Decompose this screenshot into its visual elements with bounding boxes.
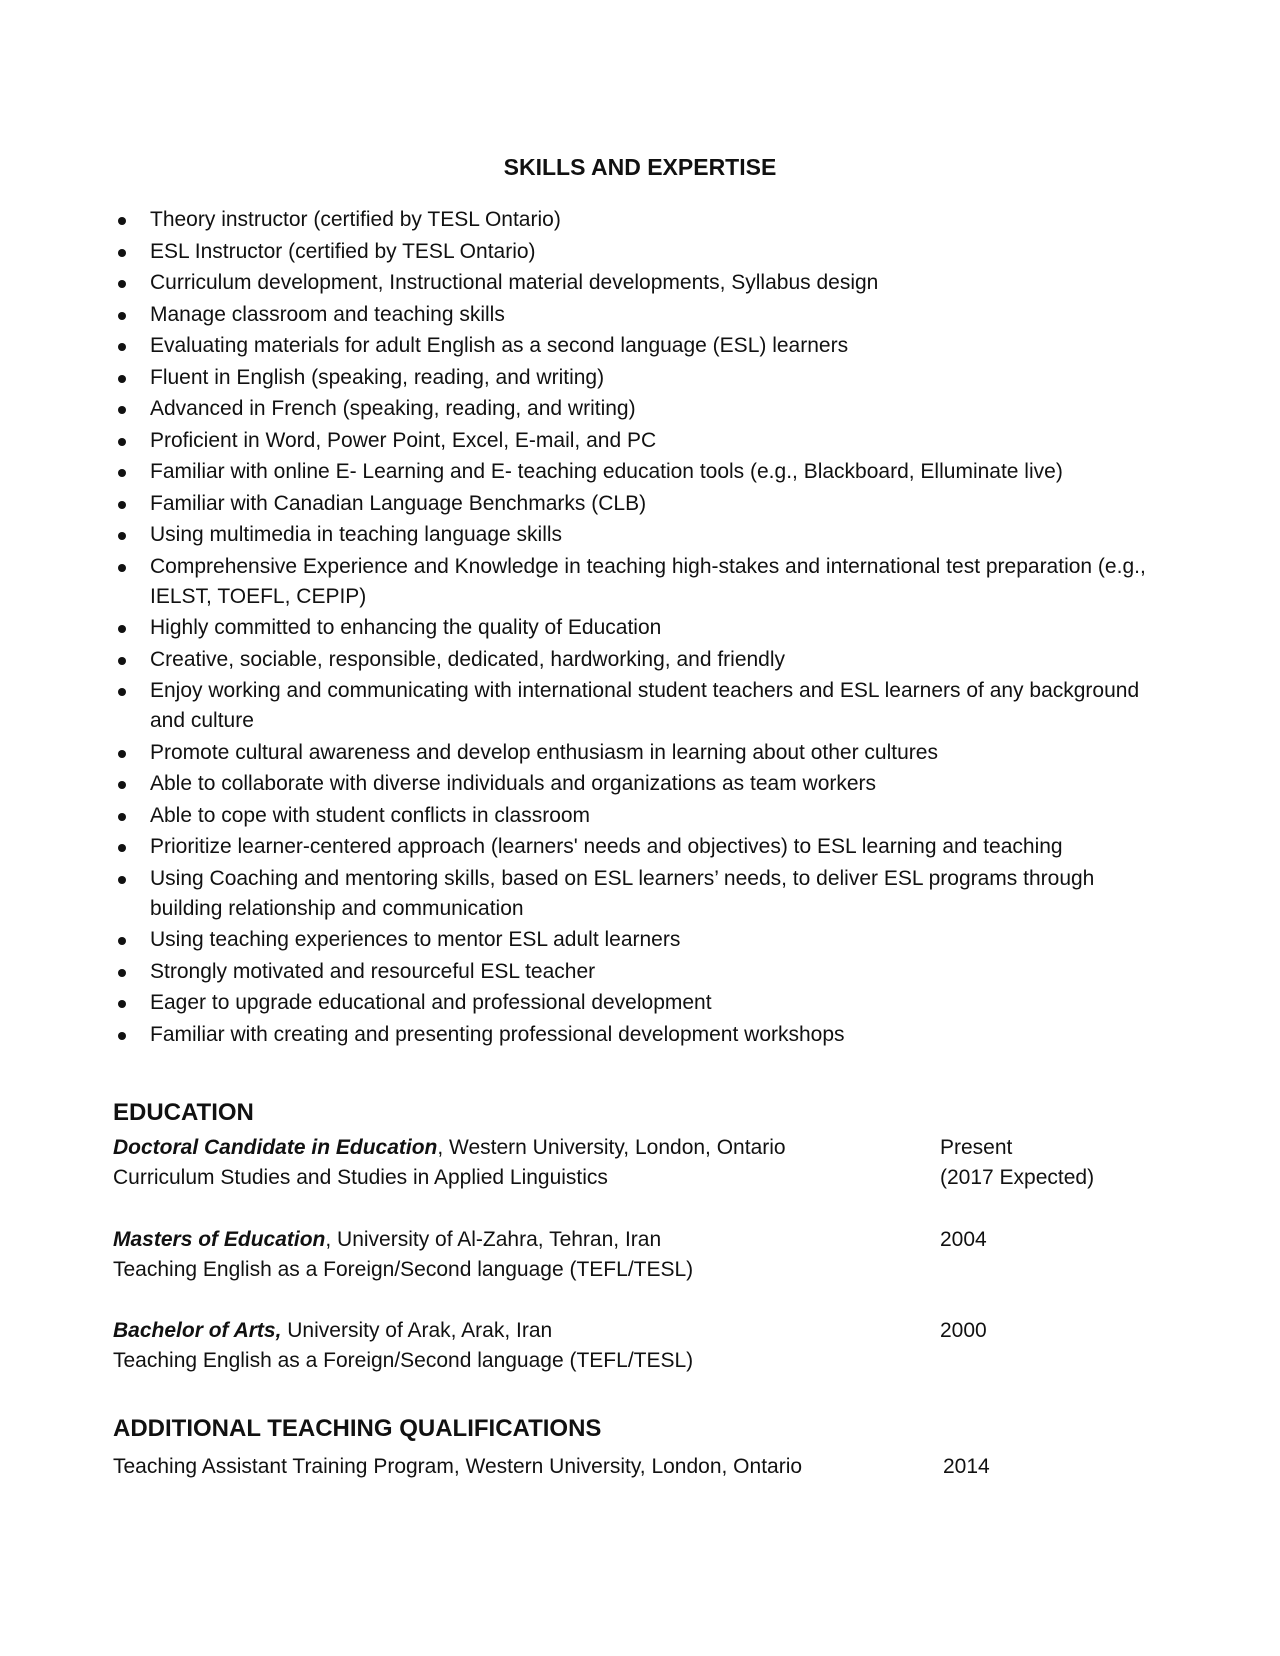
skill-text: Enjoy working and communicating with international student teachers and ESL learners of any background and culture xyxy=(150,679,1140,732)
degree-name: Masters of Education xyxy=(113,1228,326,1251)
bullet-icon xyxy=(118,501,126,509)
bullet-icon xyxy=(118,217,126,225)
education-entry-title xyxy=(113,1133,786,1163)
education-date: Present xyxy=(940,1136,1013,1159)
skill-item xyxy=(112,864,1172,924)
skill-text: Familiar with Canadian Language Benchmarks (CLB) xyxy=(150,491,647,515)
skill-text: Evaluating materials for adult English as a second language (ESL) learners xyxy=(150,334,849,357)
skill-item xyxy=(112,331,1172,361)
education-detail: Curriculum Studies and Studies in Applied Linguistics xyxy=(113,1166,608,1189)
skill-text: Creative, sociable, responsible, dedicated, hardworking, and friendly xyxy=(150,647,786,671)
education-entry xyxy=(113,1133,1173,1193)
bullet-icon xyxy=(118,625,126,633)
bullet-icon xyxy=(118,657,126,665)
skill-text: Promote cultural awareness and develop enthusiasm in learning about other cultures xyxy=(150,740,938,764)
bullet-icon xyxy=(118,249,126,257)
skill-text: Eager to upgrade educational and professional development xyxy=(150,991,712,1014)
skills-list xyxy=(112,205,1172,1051)
skill-item xyxy=(112,676,1172,736)
skill-item xyxy=(112,957,1172,987)
qualification-entry xyxy=(113,1452,1173,1482)
education-date-note: (2017 Expected) xyxy=(940,1166,1095,1189)
skill-item xyxy=(112,769,1172,799)
education-heading: EDUCATION xyxy=(113,1099,254,1126)
education-entry-title-row xyxy=(113,1133,1173,1163)
bullet-icon xyxy=(118,375,126,383)
skill-item xyxy=(112,738,1172,768)
education-entry-title xyxy=(113,1225,661,1255)
education-entry xyxy=(113,1225,1173,1285)
bullet-icon xyxy=(118,876,126,884)
skill-item xyxy=(112,237,1172,267)
skill-text: Using multimedia in teaching language skills xyxy=(150,523,563,546)
bullet-icon xyxy=(118,1032,126,1040)
skill-text: Using Coaching and mentoring skills, based on ESL learners’ needs, to deliver ESL programs through building relationship and communication xyxy=(150,866,1095,920)
education-entry-title xyxy=(113,1316,552,1346)
skill-text: Manage classroom and teaching skills xyxy=(150,302,505,326)
degree-name: Doctoral Candidate in Education xyxy=(113,1136,438,1159)
education-entry-detail-row xyxy=(113,1163,1173,1193)
education-date: 2000 xyxy=(940,1319,987,1342)
bullet-icon xyxy=(118,343,126,351)
institution-name: , Western University, London, Ontario xyxy=(437,1136,786,1159)
skill-text: Strongly motivated and resourceful ESL teacher xyxy=(150,959,596,983)
skill-text: Prioritize learner-centered approach (learners' needs and objectives) to ESL learning and teaching xyxy=(150,835,1063,858)
skill-item xyxy=(112,925,1172,955)
bullet-icon xyxy=(118,750,126,758)
education-detail: Teaching English as a Foreign/Second language (TEFL/TESL) xyxy=(113,1258,694,1281)
bullet-icon xyxy=(118,1000,126,1008)
skill-item xyxy=(112,832,1172,862)
skill-item xyxy=(112,1020,1172,1050)
skill-text: Able to collaborate with diverse individuals and organizations as team workers xyxy=(150,772,877,795)
skill-item xyxy=(112,426,1172,456)
skill-item xyxy=(112,520,1172,550)
education-date: 2004 xyxy=(940,1228,987,1251)
skill-item xyxy=(112,613,1172,643)
skill-text: Theory instructor (certified by TESL Ontario) xyxy=(150,208,561,231)
skill-text: Fluent in English (speaking, reading, and writing) xyxy=(150,365,605,389)
bullet-icon xyxy=(118,532,126,540)
skill-item xyxy=(112,801,1172,831)
skill-item xyxy=(112,394,1172,424)
skill-item xyxy=(112,268,1172,298)
institution-name: University of Arak, Arak, Iran xyxy=(281,1319,553,1342)
education-entry-detail-row xyxy=(113,1255,1173,1285)
skill-item xyxy=(112,988,1172,1018)
qualification-text: Teaching Assistant Training Program, Western University, London, Ontario xyxy=(113,1455,803,1478)
bullet-icon xyxy=(118,312,126,320)
skill-item xyxy=(112,300,1172,330)
bullet-icon xyxy=(118,969,126,977)
bullet-icon xyxy=(118,688,126,696)
skill-text: Proficient in Word, Power Point, Excel, E-mail, and PC xyxy=(150,428,657,452)
skill-item xyxy=(112,645,1172,675)
qualification-date: 2014 xyxy=(943,1455,990,1478)
skill-item xyxy=(112,363,1172,393)
skill-text: Curriculum development, Instructional material developments, Syllabus design xyxy=(150,271,879,294)
skill-text: Using teaching experiences to mentor ESL adult learners xyxy=(150,928,681,951)
skill-item xyxy=(112,205,1172,235)
skill-text: Comprehensive Experience and Knowledge in teaching high-stakes and international test preparation (e.g., IELST, TOEFL, CEPIP) xyxy=(150,554,1146,608)
institution-name: , University of Al-Zahra, Tehran, Iran xyxy=(325,1228,662,1251)
education-entry-title-row xyxy=(113,1316,1173,1346)
education-entry-detail-row xyxy=(113,1346,1173,1376)
skills-heading: SKILLS AND EXPERTISE xyxy=(503,154,777,180)
education-entry xyxy=(113,1316,1173,1376)
skill-item xyxy=(112,552,1172,612)
skill-text: Familiar with creating and presenting professional development workshops xyxy=(150,1022,845,1046)
qualification-row xyxy=(113,1452,1173,1482)
skill-text: Able to cope with student conflicts in classroom xyxy=(150,803,591,827)
skill-item xyxy=(112,457,1172,487)
skill-text: Highly committed to enhancing the quality of Education xyxy=(150,616,662,639)
skill-item xyxy=(112,489,1172,519)
education-entry-title-row xyxy=(113,1225,1173,1255)
bullet-icon xyxy=(118,813,126,821)
bullet-icon xyxy=(118,469,126,477)
additional-qualifications-heading: ADDITIONAL TEACHING QUALIFICATIONS xyxy=(113,1415,602,1442)
skill-text: ESL Instructor (certified by TESL Ontario) xyxy=(150,239,536,263)
bullet-icon xyxy=(118,844,126,852)
bullet-icon xyxy=(118,937,126,945)
skill-text: Familiar with online E- Learning and E- teaching education tools (e.g., Blackboard, Elluminate live) xyxy=(150,460,1063,483)
education-detail: Teaching English as a Foreign/Second language (TEFL/TESL) xyxy=(113,1349,694,1372)
bullet-icon xyxy=(118,438,126,446)
skill-text: Advanced in French (speaking, reading, and writing) xyxy=(150,397,636,420)
bullet-icon xyxy=(118,564,126,572)
bullet-icon xyxy=(118,781,126,789)
bullet-icon xyxy=(118,280,126,288)
bullet-icon xyxy=(118,406,126,414)
degree-name: Bachelor of Arts, xyxy=(113,1319,282,1342)
